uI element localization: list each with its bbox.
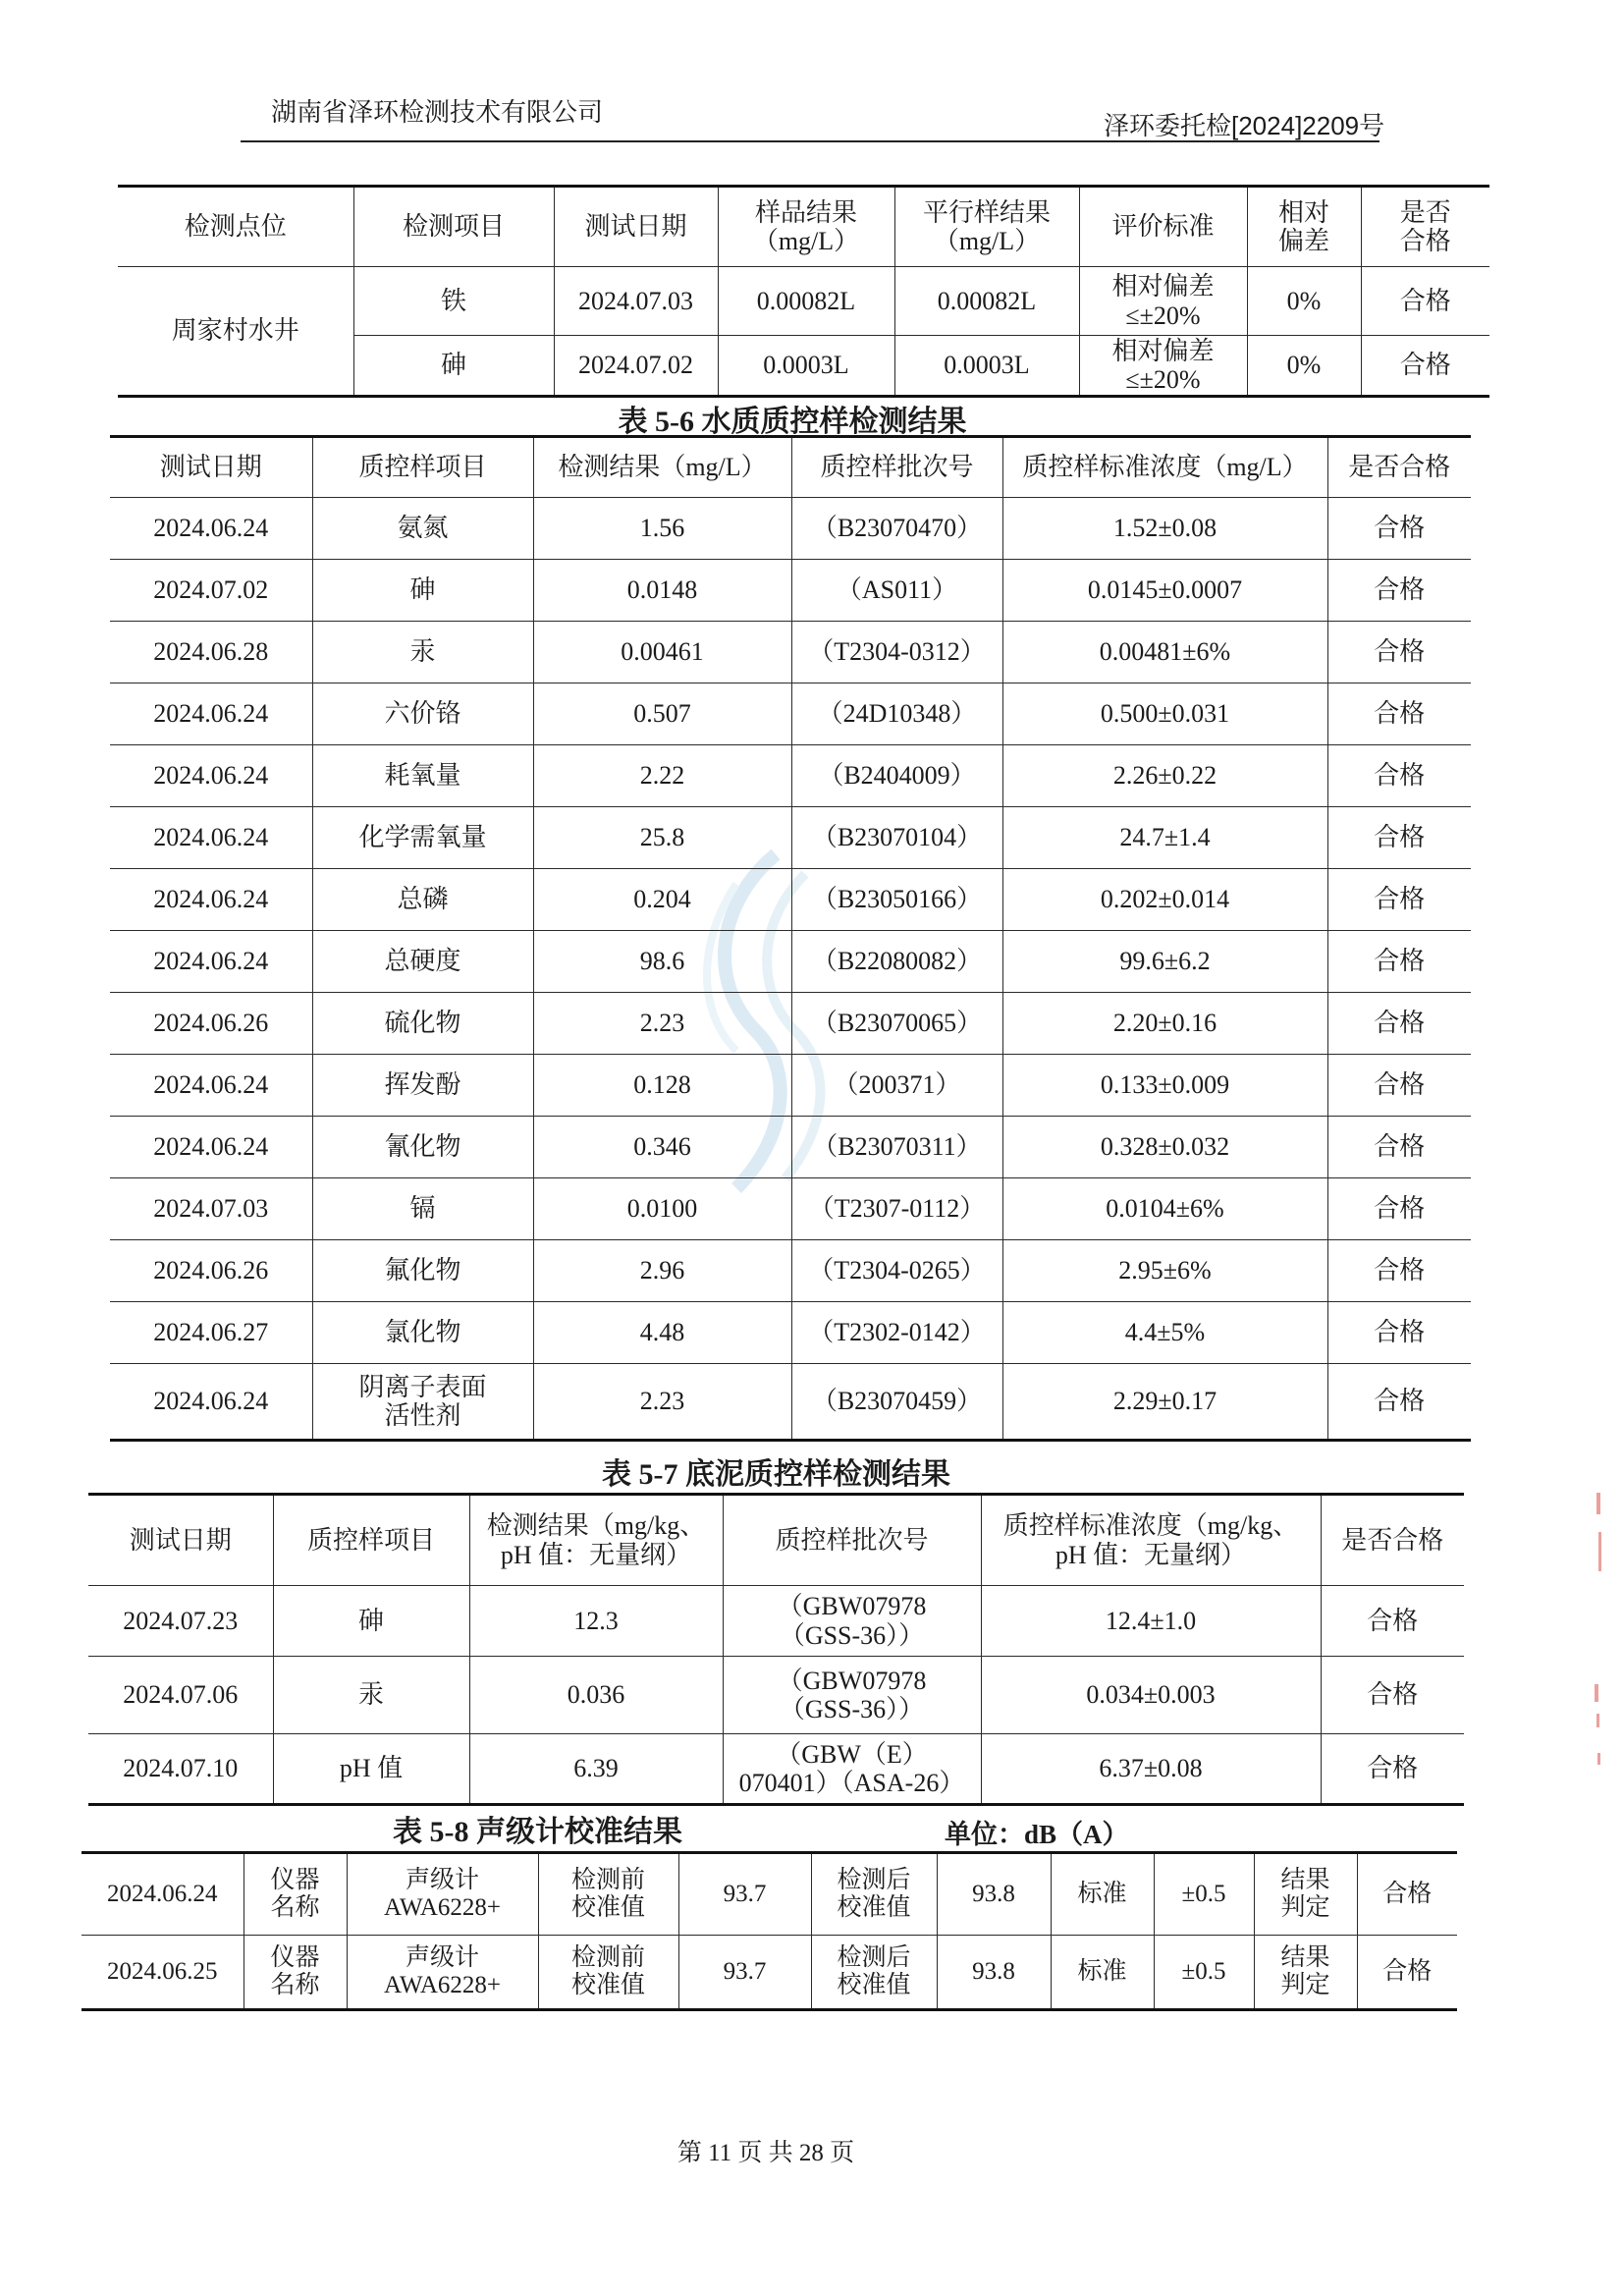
table-cell: 检测前 校准值 <box>538 1936 678 2010</box>
table-5-8-unit: 单位：dB（A） <box>945 1820 1129 1849</box>
table-cell: 氟化物 <box>312 1240 533 1302</box>
table-cell: 耗氧量 <box>312 745 533 807</box>
table-cell: 检测后 校准值 <box>811 1936 937 2010</box>
table-cell: （24D10348） <box>791 683 1002 745</box>
table-cell: （B23070470） <box>791 498 1002 560</box>
column-header: 相对 偏差 <box>1247 187 1361 267</box>
table-cell: ±0.5 <box>1154 1853 1254 1936</box>
table-row <box>110 807 1471 869</box>
table-5-8-title: 表 5-8 声级计校准结果 <box>393 1816 682 1848</box>
sediment-qc-table <box>88 1493 1464 1806</box>
header-row <box>88 1495 1464 1586</box>
table-cell: 25.8 <box>533 807 791 869</box>
table-cell: 2024.07.23 <box>88 1586 273 1657</box>
table-cell: 2024.06.24 <box>110 745 312 807</box>
table-cell: 6.39 <box>469 1734 723 1805</box>
table-cell: （B23070104） <box>791 807 1002 869</box>
table-cell: （B23070311） <box>791 1117 1002 1178</box>
table-row <box>118 267 1489 336</box>
table-cell: 标准 <box>1051 1853 1154 1936</box>
table-cell: 2024.06.28 <box>110 622 312 683</box>
table-cell: （B23070065） <box>791 993 1002 1055</box>
table-cell: 0.128 <box>533 1055 791 1117</box>
table-cell: 总磷 <box>312 869 533 931</box>
table-cell: 2024.06.24 <box>110 683 312 745</box>
table-cell: 2024.06.24 <box>110 498 312 560</box>
table-cell: 2.29±0.17 <box>1002 1364 1327 1441</box>
table-row <box>110 1364 1471 1441</box>
table-row <box>110 1302 1471 1364</box>
table-cell: 2.26±0.22 <box>1002 745 1327 807</box>
table-cell: pH 值 <box>273 1734 469 1805</box>
table-cell: 仪器 名称 <box>243 1853 347 1936</box>
table-cell: 0.00461 <box>533 622 791 683</box>
column-header: 检测点位 <box>118 187 353 267</box>
table-cell: （B23070459） <box>791 1364 1002 1441</box>
seal-fragment <box>1596 1714 1599 1727</box>
table-row <box>88 1586 1464 1657</box>
table-cell: 93.8 <box>937 1936 1051 2010</box>
table-cell: 4.48 <box>533 1302 791 1364</box>
column-header: 样品结果 （mg/L） <box>718 187 894 267</box>
table-cell: （T2307-0112） <box>791 1178 1002 1240</box>
table-cell: 镉 <box>312 1178 533 1240</box>
table-cell: 合格 <box>1321 1734 1464 1805</box>
table-row <box>110 993 1471 1055</box>
table-cell: 铁 <box>353 267 554 336</box>
table-cell: 0.0100 <box>533 1178 791 1240</box>
table-cell: （T2304-0265） <box>791 1240 1002 1302</box>
table-row <box>110 1240 1471 1302</box>
column-header: 质控样批次号 <box>791 437 1002 498</box>
table-cell: 0.00082L <box>718 267 894 336</box>
table-row <box>81 1936 1457 2010</box>
table-cell: 0% <box>1247 267 1361 336</box>
table-cell: 12.4±1.0 <box>981 1586 1321 1657</box>
table-cell: 0.0003L <box>718 336 894 397</box>
page-number: 第 11 页 共 28 页 <box>676 2140 855 2166</box>
table-cell: 0.0003L <box>894 336 1079 397</box>
table-cell: 合格 <box>1327 869 1471 931</box>
table-cell: 2024.06.24 <box>110 807 312 869</box>
header-row <box>110 437 1471 498</box>
table-cell: 相对偏差 ≤±20% <box>1079 267 1247 336</box>
table-cell: 0.036 <box>469 1657 723 1734</box>
seal-fragment <box>1595 1684 1598 1702</box>
table-cell: 合格 <box>1327 807 1471 869</box>
table-cell: ±0.5 <box>1154 1936 1254 2010</box>
table-row <box>110 745 1471 807</box>
table-cell: 氨氮 <box>312 498 533 560</box>
table-cell: 合格 <box>1327 622 1471 683</box>
table-cell: 汞 <box>273 1657 469 1734</box>
table-cell: 0.133±0.009 <box>1002 1055 1327 1117</box>
table-row <box>110 869 1471 931</box>
table-cell: 标准 <box>1051 1936 1154 2010</box>
table-cell: 合格 <box>1327 745 1471 807</box>
table-row <box>110 560 1471 622</box>
table-cell: 2024.07.03 <box>110 1178 312 1240</box>
table-cell: 化学需氧量 <box>312 807 533 869</box>
column-header: 质控样批次号 <box>723 1495 981 1586</box>
company-name: 湖南省泽环检测技术有限公司 <box>271 97 604 127</box>
table-cell: 声级计 AWA6228+ <box>347 1936 538 2010</box>
column-header: 测试日期 <box>88 1495 273 1586</box>
table-cell: （GBW07978 （GSS-36）） <box>723 1586 981 1657</box>
table-cell: 仪器 名称 <box>243 1936 347 2010</box>
table-cell: 2024.06.24 <box>110 1055 312 1117</box>
column-header: 是否 合格 <box>1361 187 1489 267</box>
table-row <box>88 1657 1464 1734</box>
report-number: 泽环委托检[2024]2209号 <box>1104 111 1385 140</box>
seal-fragment <box>1596 1493 1600 1514</box>
table-cell: 2024.06.24 <box>110 869 312 931</box>
table-cell: 2.20±0.16 <box>1002 993 1327 1055</box>
table-cell: 2024.06.26 <box>110 993 312 1055</box>
table-cell: 2.22 <box>533 745 791 807</box>
table-cell: （AS011） <box>791 560 1002 622</box>
table-row <box>110 498 1471 560</box>
column-header: 测试日期 <box>554 187 718 267</box>
column-header: 平行样结果 （mg/L） <box>894 187 1079 267</box>
table-cell: （GBW（E） 070401）（ASA-26） <box>723 1734 981 1805</box>
table-cell: 2.23 <box>533 1364 791 1441</box>
table-cell: 挥发酚 <box>312 1055 533 1117</box>
table-cell: 砷 <box>312 560 533 622</box>
table-cell: 93.7 <box>678 1853 811 1936</box>
table-cell: 合格 <box>1361 336 1489 397</box>
table-cell: 0.202±0.014 <box>1002 869 1327 931</box>
table-cell: 6.37±0.08 <box>981 1734 1321 1805</box>
table-cell: 1.56 <box>533 498 791 560</box>
table-cell: 0.00481±6% <box>1002 622 1327 683</box>
table-cell: 合格 <box>1327 498 1471 560</box>
table-cell: 0.507 <box>533 683 791 745</box>
site-name-cell: 周家村水井 <box>118 267 353 397</box>
table-cell: 合格 <box>1327 1117 1471 1178</box>
table-cell: 0.0145±0.0007 <box>1002 560 1327 622</box>
table-5-7-title: 表 5-7 底泥质控样检测结果 <box>602 1458 950 1491</box>
table-row <box>110 1178 1471 1240</box>
header-divider <box>241 140 1380 142</box>
table-cell: 砷 <box>273 1586 469 1657</box>
sound-level-calibration-table <box>81 1851 1457 2011</box>
table-cell: 2.95±6% <box>1002 1240 1327 1302</box>
column-header: 检测结果（mg/kg、 pH 值：无量纲） <box>469 1495 723 1586</box>
column-header: 质控样项目 <box>312 437 533 498</box>
table-cell: 合格 <box>1327 931 1471 993</box>
column-header: 检测结果（mg/L） <box>533 437 791 498</box>
table-cell: 2024.07.03 <box>554 267 718 336</box>
table-cell: 2024.07.02 <box>554 336 718 397</box>
table-cell: 合格 <box>1321 1586 1464 1657</box>
table-cell: 合格 <box>1327 1364 1471 1441</box>
table-cell: 合格 <box>1327 560 1471 622</box>
table-cell: 2024.06.25 <box>81 1936 243 2010</box>
column-header: 质控样标准浓度（mg/kg、 pH 值：无量纲） <box>981 1495 1321 1586</box>
table-cell: 98.6 <box>533 931 791 993</box>
table-cell: 2024.06.24 <box>110 1364 312 1441</box>
table-cell: 相对偏差 ≤±20% <box>1079 336 1247 397</box>
column-header: 质控样项目 <box>273 1495 469 1586</box>
column-header: 评价标准 <box>1079 187 1247 267</box>
table-cell: （T2302-0142） <box>791 1302 1002 1364</box>
table-cell: （200371） <box>791 1055 1002 1117</box>
seal-fragment <box>1597 1753 1600 1765</box>
table-cell: 汞 <box>312 622 533 683</box>
table-cell: （T2304-0312） <box>791 622 1002 683</box>
table-cell: 砷 <box>353 336 554 397</box>
table-cell: 93.8 <box>937 1853 1051 1936</box>
table-cell: 总硬度 <box>312 931 533 993</box>
water-qc-table <box>110 435 1471 1442</box>
column-header: 质控样标准浓度（mg/L） <box>1002 437 1327 498</box>
table-row <box>110 1117 1471 1178</box>
table-cell: 检测后 校准值 <box>811 1853 937 1936</box>
column-header: 检测项目 <box>353 187 554 267</box>
table-cell: 2.96 <box>533 1240 791 1302</box>
table-cell: 2024.06.24 <box>110 931 312 993</box>
table-cell: 0.0104±6% <box>1002 1178 1327 1240</box>
table-cell: 2024.06.27 <box>110 1302 312 1364</box>
table-row <box>110 683 1471 745</box>
table-cell: （B22080082） <box>791 931 1002 993</box>
table-cell: 24.7±1.4 <box>1002 807 1327 869</box>
seal-fragment <box>1598 1532 1601 1571</box>
table-cell: 合格 <box>1357 1853 1457 1936</box>
table-cell: 合格 <box>1361 267 1489 336</box>
table-cell: 0.0148 <box>533 560 791 622</box>
column-header: 是否合格 <box>1327 437 1471 498</box>
table-cell: 氰化物 <box>312 1117 533 1178</box>
table-cell: 4.4±5% <box>1002 1302 1327 1364</box>
table-row <box>110 622 1471 683</box>
table-cell: 93.7 <box>678 1936 811 2010</box>
table-cell: 99.6±6.2 <box>1002 931 1327 993</box>
table-cell: 2024.06.24 <box>81 1853 243 1936</box>
table-cell: 合格 <box>1327 1240 1471 1302</box>
table-cell: 合格 <box>1327 683 1471 745</box>
table-cell: 0.346 <box>533 1117 791 1178</box>
table-cell: 2024.06.26 <box>110 1240 312 1302</box>
table-cell: （GBW07978 （GSS-36）） <box>723 1657 981 1734</box>
table-cell: （B2404009） <box>791 745 1002 807</box>
table-cell: 六价铬 <box>312 683 533 745</box>
table-row <box>81 1853 1457 1936</box>
table-cell: 结果 判定 <box>1254 1936 1357 2010</box>
table-cell: 检测前 校准值 <box>538 1853 678 1936</box>
table-cell: 结果 判定 <box>1254 1853 1357 1936</box>
table-row <box>110 1055 1471 1117</box>
table-cell: 声级计 AWA6228+ <box>347 1853 538 1936</box>
table-cell: 2024.07.10 <box>88 1734 273 1805</box>
table-cell: 合格 <box>1327 1055 1471 1117</box>
table-cell: 0.500±0.031 <box>1002 683 1327 745</box>
table-cell: 氯化物 <box>312 1302 533 1364</box>
table-cell: 1.52±0.08 <box>1002 498 1327 560</box>
table-cell: 0.328±0.032 <box>1002 1117 1327 1178</box>
column-header: 是否合格 <box>1321 1495 1464 1586</box>
column-header: 测试日期 <box>110 437 312 498</box>
table-cell: 硫化物 <box>312 993 533 1055</box>
table-cell: 合格 <box>1327 1302 1471 1364</box>
table-cell: 阴离子表面 活性剂 <box>312 1364 533 1441</box>
table-cell: 合格 <box>1327 993 1471 1055</box>
table-cell: 2024.07.02 <box>110 560 312 622</box>
table-row <box>110 931 1471 993</box>
table-cell: 0% <box>1247 336 1361 397</box>
table-cell: （B23050166） <box>791 869 1002 931</box>
table-row <box>88 1734 1464 1805</box>
parallel-sample-table <box>118 185 1489 398</box>
header-row <box>118 187 1489 267</box>
table-cell: 合格 <box>1357 1936 1457 2010</box>
table-cell: 合格 <box>1327 1178 1471 1240</box>
table-cell: 0.034±0.003 <box>981 1657 1321 1734</box>
table-cell: 0.204 <box>533 869 791 931</box>
table-cell: 2.23 <box>533 993 791 1055</box>
table-5-6-title: 表 5-6 水质质控样检测结果 <box>618 406 967 438</box>
table-cell: 合格 <box>1321 1657 1464 1734</box>
table-cell: 12.3 <box>469 1586 723 1657</box>
table-cell: 2024.07.06 <box>88 1657 273 1734</box>
table-cell: 0.00082L <box>894 267 1079 336</box>
table-cell: 2024.06.24 <box>110 1117 312 1178</box>
